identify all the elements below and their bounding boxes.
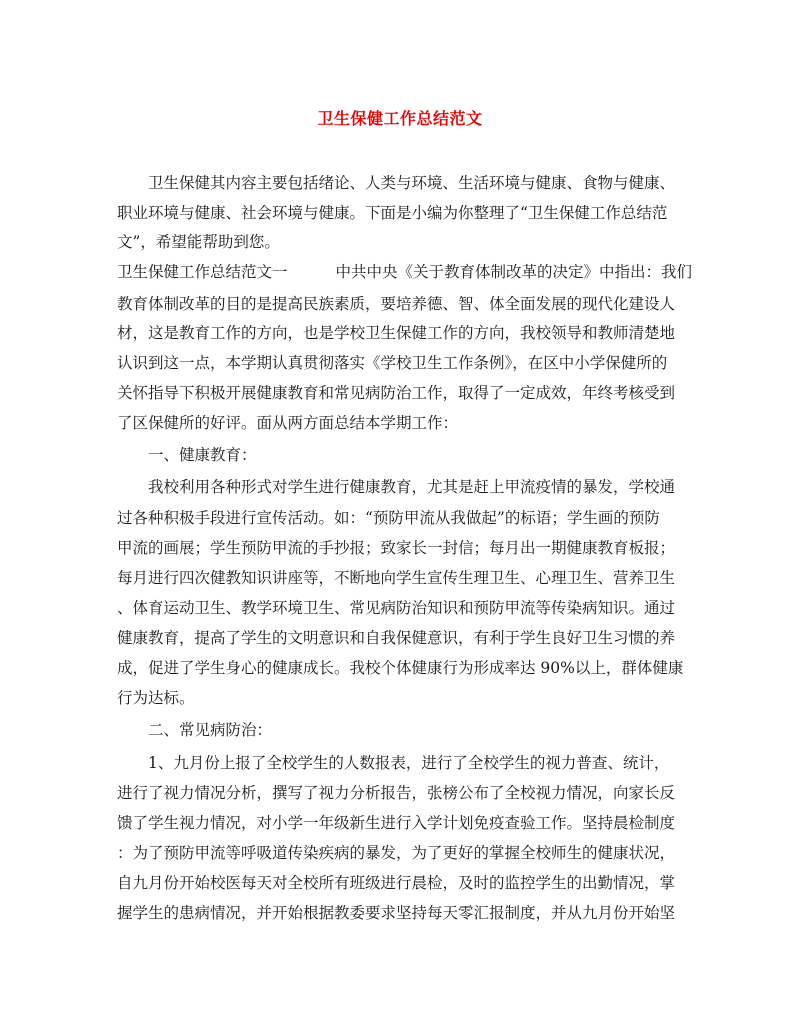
paragraph-line: 过各种积极手段进行宣传活动。如：“预防甲流从我做起”的标语；学生画的预防 — [117, 509, 660, 527]
paragraph-line: 材，这是教育工作的方向，也是学校卫生保健工作的方向，我校领导和教师清楚地 — [117, 324, 676, 342]
paragraph-line: 行为达标。 — [117, 689, 195, 707]
paragraph-line: 我校利用各种形式对学生进行健康教育，尤其是赶上甲流疫情的暴发，学校通 — [148, 478, 676, 496]
paragraph-line: 卫生保健其内容主要包括绪论、人类与环境、生活环境与健康、食物与健康、 — [148, 174, 676, 192]
subheading: 一、健康教育： — [148, 446, 257, 464]
paragraph-line: 自九月份开始校医每天对全校所有班级进行晨检，及时的监控学生的出勤情况，掌 — [117, 874, 676, 892]
paragraph-line: 握学生的患病情况，并开始根据教委要求坚持每天零汇报制度，并从九月份开始坚 — [117, 904, 676, 922]
paragraph-line: 成，促进了学生身心的健康成长。我校个体健康行为形成率达 90%以上，群体健康 — [117, 659, 684, 677]
paragraph-line: 认识到这一点，本学期认真贯彻落实《学校卫生工作条例》，在区中小学保健所的 — [117, 354, 668, 372]
paragraph-line: 关怀指导下积极开展健康教育和常见病防治工作，取得了一定成效，年终考核受到 — [117, 384, 676, 402]
paragraph-text: 中共中央《关于教育体制改革的决定》中指出：我们 — [335, 263, 693, 281]
paragraph-line: 甲流的画展；学生预防甲流的手抄报；致家长一封信；每月出一期健康教育板报； — [117, 539, 676, 557]
subheading: 二、常见病防治： — [148, 721, 273, 739]
paragraph-line: 了区保健所的好评。面从两方面总结本学期工作： — [117, 414, 459, 432]
paragraph-line: 、体育运动卫生、教学环境卫生、常见病防治知识和预防甲流等传染病知识。通过 — [117, 599, 676, 617]
paragraph-line: ：为了预防甲流等呼吸道传染疾病的暴发，为了更好的掌握全校师生的健康状况， — [117, 844, 676, 862]
paragraph-line: 职业环境与健康、社会环境与健康。下面是小编为你整理了“卫生保健工作总结范 — [117, 204, 668, 222]
paragraph-line: 健康教育，提高了学生的文明意识和自我保健意识，有利于学生良好卫生习惯的养 — [117, 629, 676, 647]
section-heading: 卫生保健工作总结范文一 — [117, 263, 288, 281]
paragraph-line: 馈了学生视力情况，对小学一年级新生进行入学计划免疫查验工作。坚持晨检制度 — [117, 814, 676, 832]
section-heading-line — [117, 262, 692, 282]
paragraph-line: 1、九月份上报了全校学生的人数报表，进行了全校学生的视力普查、统计， — [148, 754, 670, 772]
paragraph-line: 每月进行四次健教知识讲座等，不断地向学生宣传生理卫生、心理卫生、营养卫生 — [117, 569, 676, 587]
paragraph-line: 进行了视力情况分析，撰写了视力分析报告，张榜公布了全校视力情况，向家长反 — [117, 784, 676, 802]
paragraph-line: 教育体制改革的目的是提高民族素质，要培养德、智、体全面发展的现代化建设人 — [117, 295, 676, 313]
document-title: 卫生保健工作总结范文 — [317, 109, 483, 128]
paragraph-line: 文”，希望能帮助到您。 — [117, 233, 280, 251]
